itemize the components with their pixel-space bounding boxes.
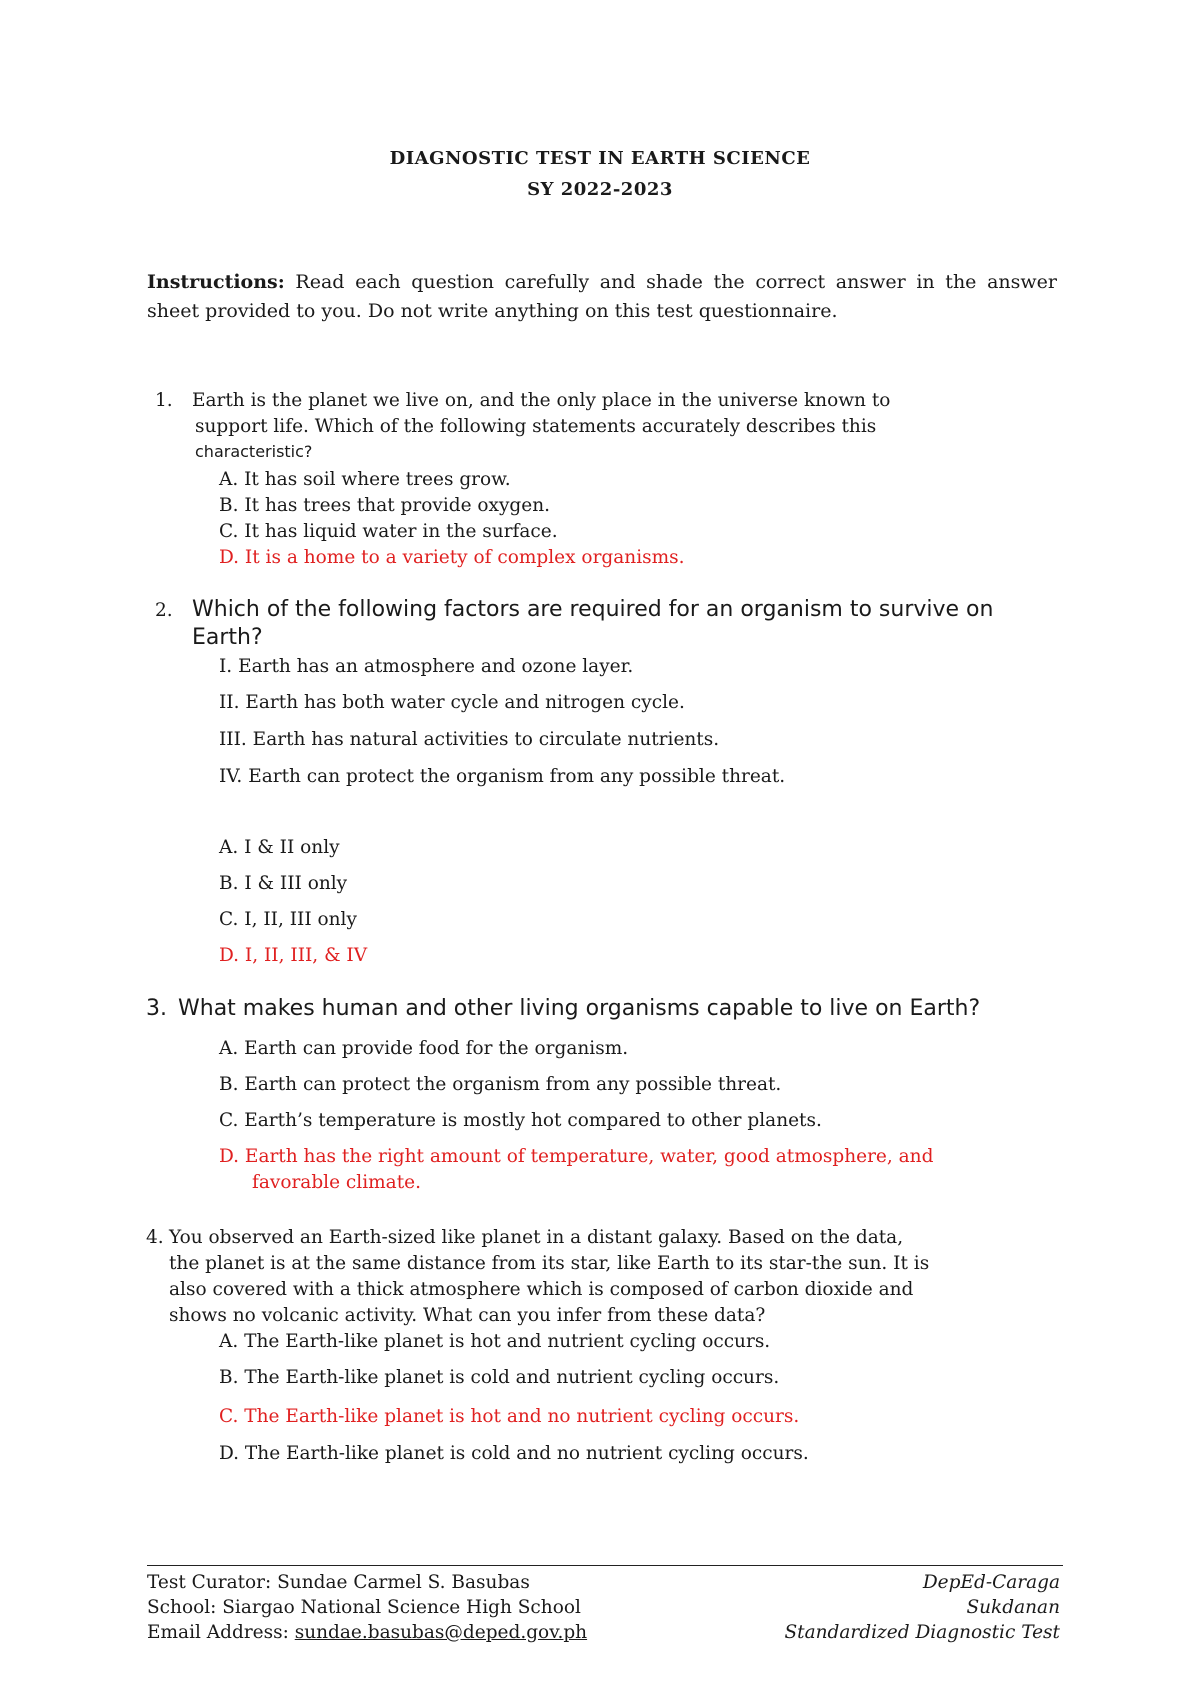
- option-d-correct[interactable]: D. It is a home to a variety of complex organisms.: [219, 547, 685, 568]
- option-a[interactable]: A. The Earth-like planet is hot and nutrient cycling occurs.: [219, 1331, 771, 1352]
- question-stem: also covered with a thick atmosphere which is composed of carbon dioxide and: [169, 1279, 914, 1300]
- option-d[interactable]: D. The Earth-like planet is cold and no nutrient cycling occurs.: [219, 1443, 809, 1464]
- instructions-text: Read each question carefully and shade the correct answer in the answer sheet provided to you. Do not write anything on this test questionnaire.: [147, 271, 1057, 322]
- statement: II. Earth has both water cycle and nitrogen cycle.: [219, 692, 685, 713]
- instructions: [147, 268, 1057, 326]
- option-b[interactable]: B. It has trees that provide oxygen.: [219, 495, 551, 516]
- question-stem: the planet is at the same distance from its star, like Earth to its star-the sun. It is: [169, 1253, 930, 1274]
- option-c[interactable]: C. It has liquid water in the surface.: [219, 521, 558, 542]
- school-year: SY 2022-2023: [527, 179, 673, 200]
- question-number: 1.: [155, 390, 173, 411]
- option-d-correct[interactable]: D. I, II, III, & IV: [219, 945, 368, 966]
- question-stem: Which of the following factors are required for an organism to survive on: [192, 597, 994, 622]
- option-d-continued: favorable climate.: [252, 1172, 421, 1193]
- option-c[interactable]: C. Earth’s temperature is mostly hot compared to other planets.: [219, 1110, 822, 1131]
- footer-school: School: Siargao National Science High School: [147, 1597, 581, 1618]
- question-stem: shows no volcanic activity. What can you infer from these data?: [169, 1305, 766, 1326]
- question-number: 2.: [155, 600, 173, 621]
- statement: I. Earth has an atmosphere and ozone layer.: [219, 656, 634, 677]
- option-a[interactable]: A. It has soil where trees grow.: [219, 469, 511, 490]
- instructions-label: Instructions:: [147, 271, 285, 293]
- option-a[interactable]: A. I & II only: [219, 837, 340, 858]
- question-stem: characteristic?: [195, 442, 313, 461]
- question-stem: You observed an Earth-sized like planet in a distant galaxy. Based on the data,: [169, 1227, 904, 1248]
- option-d-correct[interactable]: D. Earth has the right amount of temperature, water, good atmosphere, and: [219, 1146, 934, 1167]
- question-stem: Earth?: [192, 625, 263, 650]
- footer-test-name: Standardized Diagnostic Test: [784, 1622, 1060, 1643]
- footer-email-label: Email Address:: [147, 1622, 295, 1643]
- footer-program: Sukdanan: [966, 1597, 1060, 1618]
- option-c-correct[interactable]: C. The Earth-like planet is hot and no nutrient cycling occurs.: [219, 1406, 800, 1427]
- footer-curator: Test Curator: Sundae Carmel S. Basubas: [147, 1572, 530, 1593]
- option-b[interactable]: B. Earth can protect the organism from any possible threat.: [219, 1074, 782, 1095]
- question-number: 4.: [146, 1227, 164, 1248]
- option-c[interactable]: C. I, II, III only: [219, 909, 357, 930]
- footer-email-line: [147, 1620, 587, 1645]
- option-b[interactable]: B. The Earth-like planet is cold and nutrient cycling occurs.: [219, 1367, 780, 1388]
- question-stem: support life. Which of the following statements accurately describes this: [195, 416, 877, 437]
- footer-email-link[interactable]: sundae.basubas@deped.gov.ph: [294, 1622, 588, 1643]
- question-stem: What makes human and other living organisms capable to live on Earth?: [178, 996, 981, 1021]
- statement: III. Earth has natural activities to circulate nutrients.: [219, 729, 720, 750]
- statement: IV. Earth can protect the organism from any possible threat.: [219, 766, 786, 787]
- footer-org: DepEd-Caraga: [922, 1572, 1060, 1593]
- option-b[interactable]: B. I & III only: [219, 873, 348, 894]
- footer-divider: [147, 1565, 1063, 1566]
- test-title: DIAGNOSTIC TEST IN EARTH SCIENCE: [389, 148, 811, 169]
- question-number: 3.: [146, 996, 167, 1021]
- question-stem: Earth is the planet we live on, and the only place in the universe known to: [192, 390, 891, 411]
- option-a[interactable]: A. Earth can provide food for the organism.: [219, 1038, 629, 1059]
